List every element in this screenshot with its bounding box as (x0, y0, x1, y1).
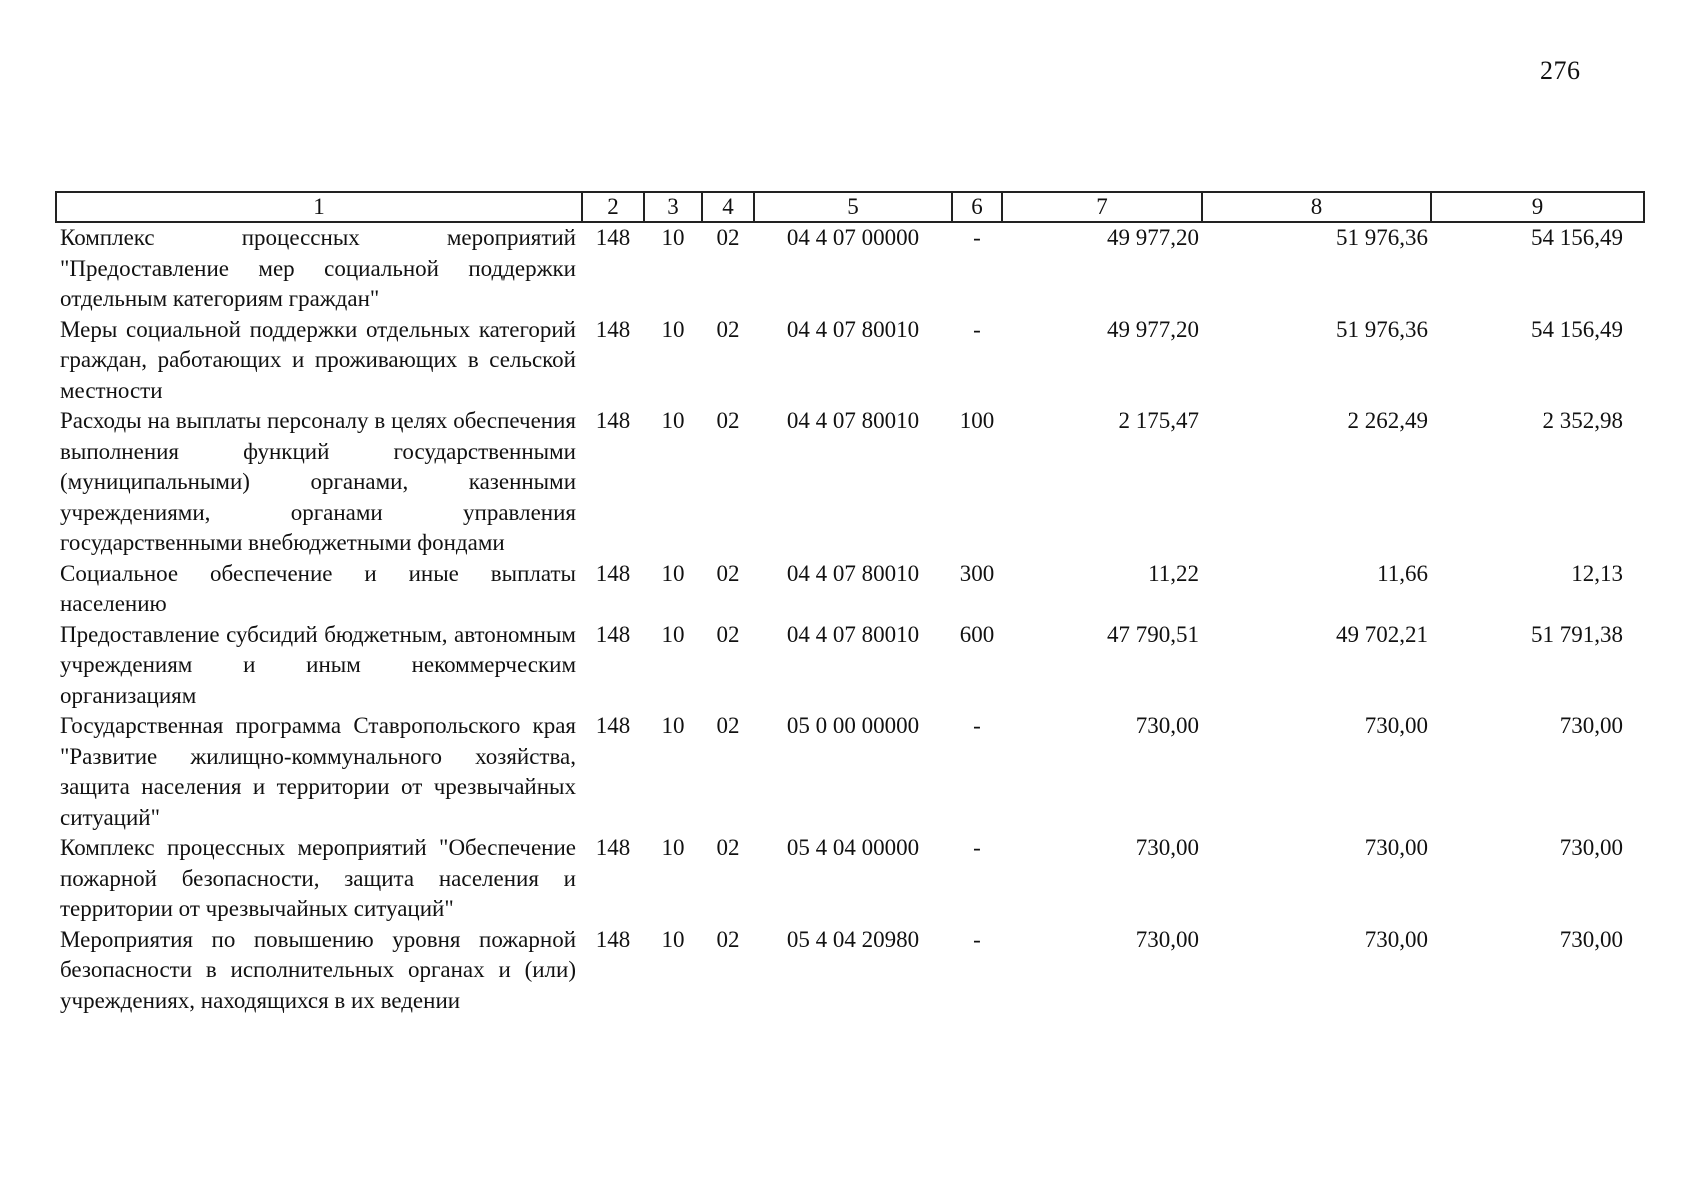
table-row (56, 315, 1644, 407)
amount-year-3: 730,00 (1559, 926, 1623, 952)
target-article-code: 04 4 07 80010 (786, 560, 920, 586)
expense-type-code: - (973, 225, 981, 250)
expense-type-code: 300 (959, 560, 995, 586)
amount-year-3: 54 156,49 (1531, 316, 1623, 342)
table-row (56, 559, 1644, 620)
column-header-7: 7 (1002, 192, 1202, 222)
amount-year-3: 2 352,98 (1542, 408, 1623, 433)
amount-year-2: 51 976,36 (1336, 316, 1428, 342)
expense-name: Комплекс процессных мероприятий "Обеспечение пожарной безопасности, защита населения и территории от чрезвычайных ситуаций" (60, 835, 576, 921)
amount-year-1: 730,00 (1135, 835, 1199, 860)
amount-year-3: 12,13 (1571, 560, 1623, 586)
amount-year-2: 730,00 (1364, 713, 1428, 738)
target-article-code: 04 4 07 80010 (786, 408, 920, 433)
table-row (56, 925, 1644, 1017)
amount-year-2: 2 262,49 (1347, 408, 1428, 433)
amount-year-2: 730,00 (1364, 926, 1428, 952)
section-code: 10 (661, 408, 685, 433)
amount-year-1: 730,00 (1135, 926, 1199, 952)
amount-year-3: 51 791,38 (1531, 621, 1623, 647)
expense-type-code: 600 (959, 621, 995, 647)
column-header-2: 2 (582, 192, 644, 222)
subsection-code: 02 (716, 316, 740, 342)
amount-year-1: 49 977,20 (1107, 225, 1199, 250)
expense-name: Комплекс процессных мероприятий "Предоставление мер социальной поддержки отдельным категориям граждан" (60, 225, 576, 311)
column-header-4: 4 (702, 192, 754, 222)
ministry-code: 148 (595, 926, 631, 952)
budget-table (55, 191, 1645, 1016)
table-row (56, 222, 1644, 315)
column-header-6: 6 (952, 192, 1002, 222)
section-code: 10 (661, 621, 685, 647)
table-row (56, 620, 1644, 712)
amount-year-1: 730,00 (1135, 713, 1199, 738)
amount-year-2: 11,66 (1377, 560, 1428, 586)
subsection-code: 02 (716, 621, 740, 647)
expense-type-code: - (973, 926, 981, 952)
amount-year-2: 51 976,36 (1336, 225, 1428, 250)
expense-name: Мероприятия по повышению уровня пожарной безопасности в исполнительных органах и (или) учреждениях, находящихся в их ведении (60, 926, 576, 1013)
target-article-code: 04 4 07 80010 (786, 621, 920, 647)
expense-name: Меры социальной поддержки отдельных категорий граждан, работающих и проживающих в сельской местности (60, 316, 576, 403)
subsection-code: 02 (716, 560, 740, 586)
target-article-code: 04 4 07 00000 (786, 225, 920, 250)
ministry-code: 148 (595, 316, 631, 342)
column-header-1: 1 (56, 192, 582, 222)
target-article-code: 04 4 07 80010 (786, 316, 920, 342)
amount-year-1: 47 790,51 (1107, 621, 1199, 647)
expense-name: Социальное обеспечение и иные выплаты населению (60, 560, 576, 616)
target-article-code: 05 4 04 20980 (786, 926, 920, 952)
column-header-5: 5 (754, 192, 952, 222)
ministry-code: 148 (595, 835, 631, 860)
ministry-code: 148 (595, 408, 631, 433)
ministry-code: 148 (595, 713, 631, 738)
column-header-8: 8 (1202, 192, 1431, 222)
section-code: 10 (661, 926, 685, 952)
column-header-9: 9 (1431, 192, 1644, 222)
amount-year-3: 730,00 (1559, 835, 1623, 860)
ministry-code: 148 (595, 225, 631, 250)
section-code: 10 (661, 560, 685, 586)
expense-name: Предоставление субсидий бюджетным, автономным учреждениям и иным некоммерческим организациям (60, 621, 576, 708)
expense-type-code: - (973, 316, 981, 342)
expense-name: Расходы на выплаты персоналу в целях обеспечения выполнения функций государственными (муниципальными) органами, казенными учреждениями, органами управления государственными внебюджетными фондами (60, 408, 576, 555)
target-article-code: 05 4 04 00000 (786, 835, 920, 860)
subsection-code: 02 (716, 408, 740, 433)
amount-year-1: 49 977,20 (1107, 316, 1199, 342)
amount-year-3: 54 156,49 (1531, 225, 1623, 250)
target-article-code: 05 0 00 00000 (786, 713, 920, 738)
table-row (56, 406, 1644, 559)
section-code: 10 (661, 225, 685, 250)
section-code: 10 (661, 835, 685, 860)
table-row (56, 711, 1644, 833)
section-code: 10 (661, 316, 685, 342)
amount-year-2: 49 702,21 (1336, 621, 1428, 647)
ministry-code: 148 (595, 621, 631, 647)
amount-year-1: 2 175,47 (1118, 408, 1199, 433)
expense-type-code: - (973, 713, 981, 738)
subsection-code: 02 (716, 713, 740, 738)
expense-name: Государственная программа Ставропольского края "Развитие жилищно-коммунального хозяйства, защита населения и территории от чрезвычайных ситуаций" (60, 713, 576, 830)
amount-year-2: 730,00 (1364, 835, 1428, 860)
column-header-3: 3 (644, 192, 702, 222)
page-number: 276 (1540, 56, 1581, 85)
expense-type-code: - (973, 835, 981, 860)
ministry-code: 148 (595, 560, 631, 586)
table-row (56, 833, 1644, 925)
subsection-code: 02 (716, 225, 740, 250)
amount-year-1: 11,22 (1148, 560, 1199, 586)
amount-year-3: 730,00 (1559, 713, 1623, 738)
subsection-code: 02 (716, 926, 740, 952)
column-number-row (56, 192, 1644, 222)
subsection-code: 02 (716, 835, 740, 860)
section-code: 10 (661, 713, 685, 738)
expense-type-code: 100 (959, 408, 995, 433)
